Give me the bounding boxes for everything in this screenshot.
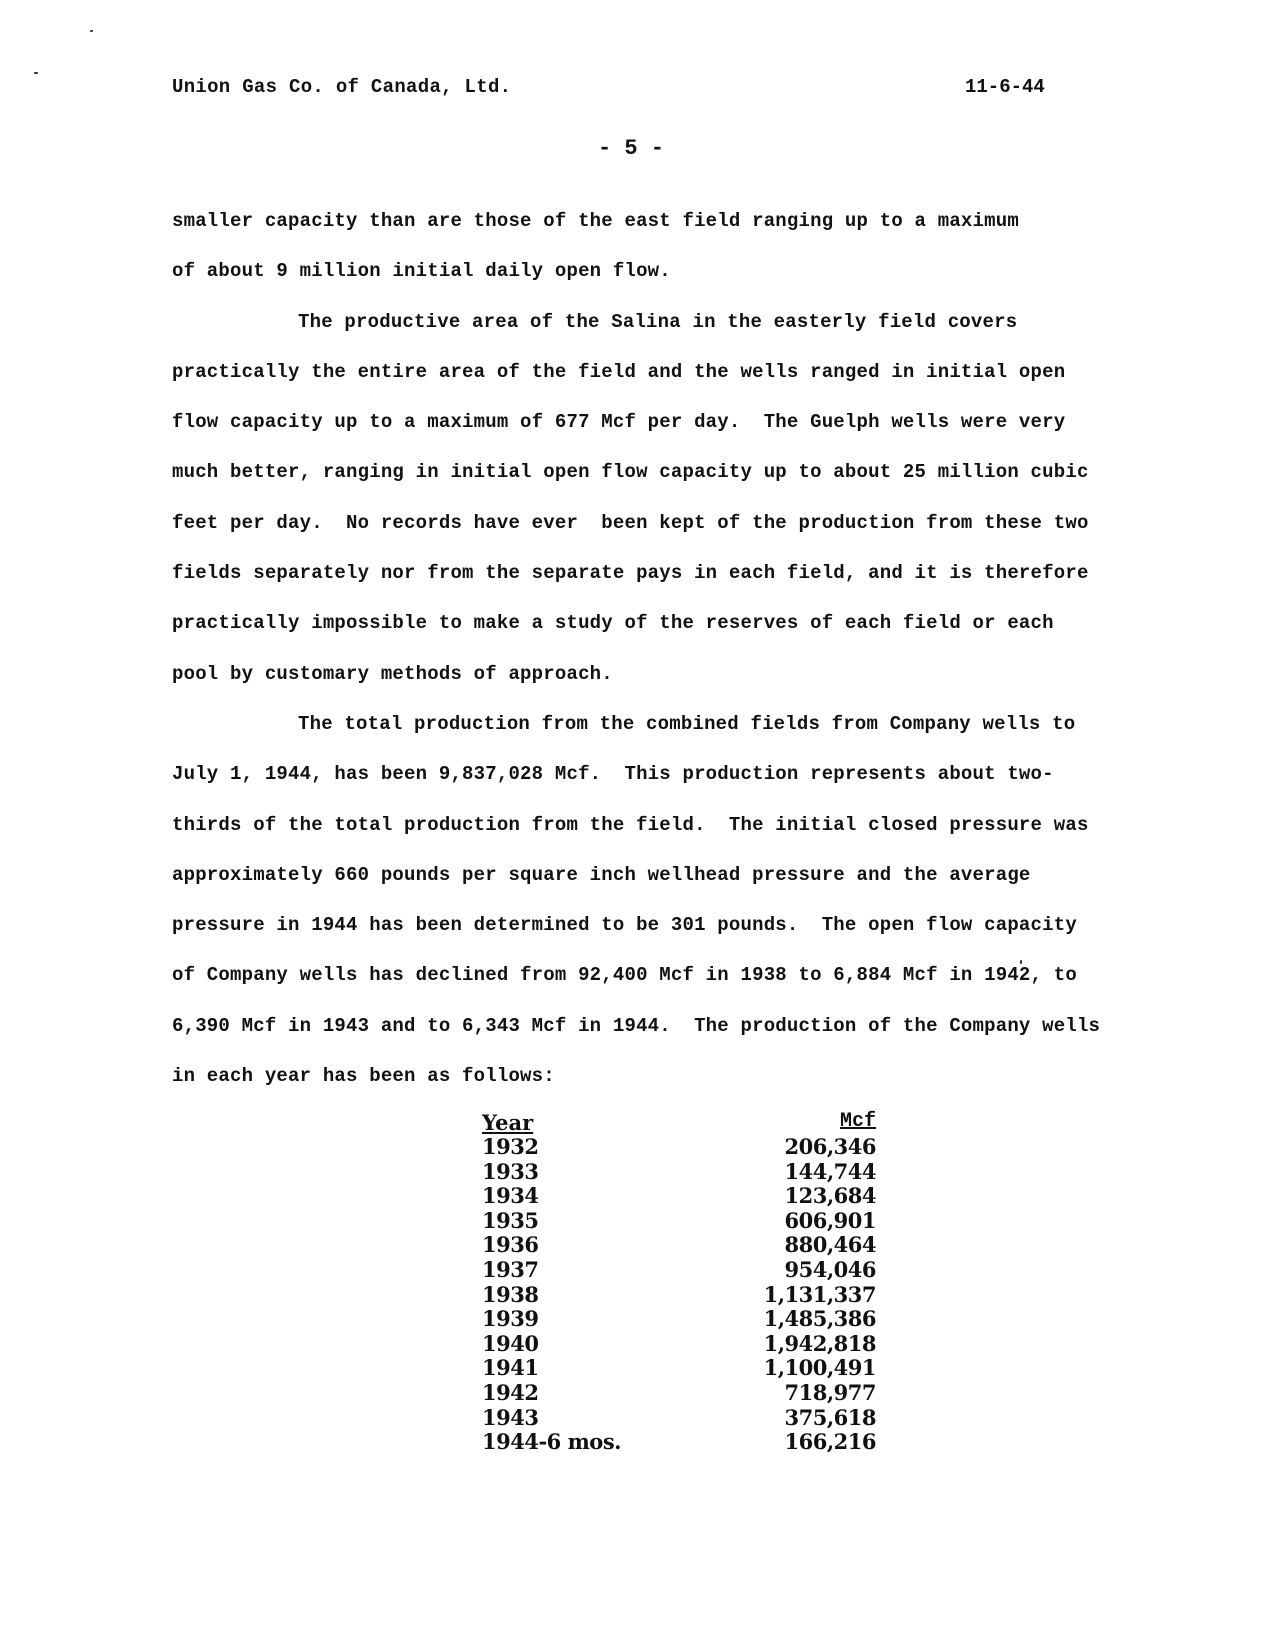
mcf-cell: 954,046 [784, 1256, 876, 1282]
year-cell: 1933 [482, 1158, 539, 1184]
mcf-cell: 1,942,818 [763, 1330, 876, 1356]
scan-speck [90, 30, 93, 32]
mcf-cell: 606,901 [784, 1207, 876, 1233]
table-row [480, 1183, 910, 1208]
text-line: practically impossible to make a study of the reserves of each field or each [172, 612, 1054, 635]
mcf-cell: 144,744 [784, 1158, 876, 1184]
text-line: thirds of the total production from the field. The initial closed pressure was [172, 813, 1089, 836]
body-text [172, 196, 1172, 1101]
text-line: flow capacity up to a maximum of 677 Mcf per day. The Guelph wells were very [172, 411, 1066, 434]
table-row [480, 1208, 910, 1233]
year-column-header: Year [482, 1110, 534, 1135]
mcf-cell: 123,684 [784, 1183, 876, 1209]
mcf-cell: 206,346 [784, 1134, 876, 1159]
mcf-cell: 880,464 [784, 1232, 876, 1258]
text-line: July 1, 1944, has been 9,837,028 Mcf. This production represents about two- [172, 763, 1054, 786]
text-line: pressure in 1944 has been determined to be 301 pounds. The open flow capacity [172, 914, 1077, 937]
year-cell: 1938 [482, 1281, 539, 1307]
year-cell: 1944-6 mos. [482, 1429, 621, 1455]
table-row [480, 1282, 910, 1307]
year-cell: 1942 [482, 1379, 539, 1405]
year-cell: 1937 [482, 1256, 539, 1282]
text-line: The total production from the combined fields from Company wells to [298, 712, 1076, 735]
text-line: practically the entire area of the field and the wells ranged in initial open [172, 360, 1066, 383]
text-line: of about 9 million initial daily open flow. [172, 260, 671, 283]
text-line: The productive area of the Salina in the easterly field covers [298, 310, 1018, 333]
mcf-cell: 166,216 [784, 1429, 876, 1455]
year-cell: 1935 [482, 1207, 539, 1233]
table-row [480, 1257, 910, 1282]
table-row [480, 1355, 910, 1380]
table-header-row [480, 1110, 910, 1134]
text-line: smaller capacity than are those of the east field ranging up to a maximum [172, 210, 1019, 232]
table-row [480, 1331, 910, 1356]
text-line: 6,390 Mcf in 1943 and to 6,343 Mcf in 1944. The production of the Company wells [172, 1014, 1101, 1037]
mcf-cell: 1,485,386 [763, 1306, 876, 1332]
scan-speck [34, 72, 38, 74]
text-line: fields separately nor from the separate pays in each field, and it is therefore [172, 562, 1089, 585]
year-cell: 1941 [482, 1355, 539, 1381]
mcf-cell: 1,131,337 [763, 1281, 876, 1307]
table-row [480, 1306, 910, 1331]
text-line: pool by customary methods of approach. [172, 662, 613, 685]
year-cell: 1939 [482, 1306, 539, 1332]
production-table [480, 1110, 910, 1454]
text-line: of Company wells has declined from 92,400 Mcf in 1938 to 6,884 Mcf in 1942, to [172, 964, 1077, 987]
table-row [480, 1159, 910, 1184]
table-row [480, 1232, 910, 1257]
company-name: Union Gas Co. of Canada, Ltd. [172, 76, 512, 98]
mcf-column-header: Mcf [839, 1110, 876, 1133]
table-row [480, 1405, 910, 1430]
table-row [480, 1134, 910, 1159]
text-line: feet per day. No records have ever been kept of the production from these two [172, 511, 1089, 534]
mcf-cell: 718,977 [784, 1379, 876, 1405]
year-cell: 1943 [482, 1404, 539, 1430]
table-row [480, 1429, 910, 1454]
year-cell: 1932 [482, 1134, 539, 1159]
document-date: 11-6-44 [965, 76, 1045, 98]
year-cell: 1940 [482, 1330, 539, 1356]
page-number: - 5 - [598, 136, 665, 161]
mcf-cell: 375,618 [784, 1404, 876, 1430]
year-cell: 1936 [482, 1232, 539, 1258]
table-row [480, 1380, 910, 1405]
year-cell: 1934 [482, 1183, 539, 1209]
text-line: much better, ranging in initial open flow capacity up to about 25 million cubic [172, 461, 1089, 484]
text-line: approximately 660 pounds per square inch wellhead pressure and the average [172, 863, 1031, 886]
mcf-cell: 1,100,491 [763, 1355, 876, 1381]
text-line: in each year has been as follows: [172, 1065, 555, 1088]
